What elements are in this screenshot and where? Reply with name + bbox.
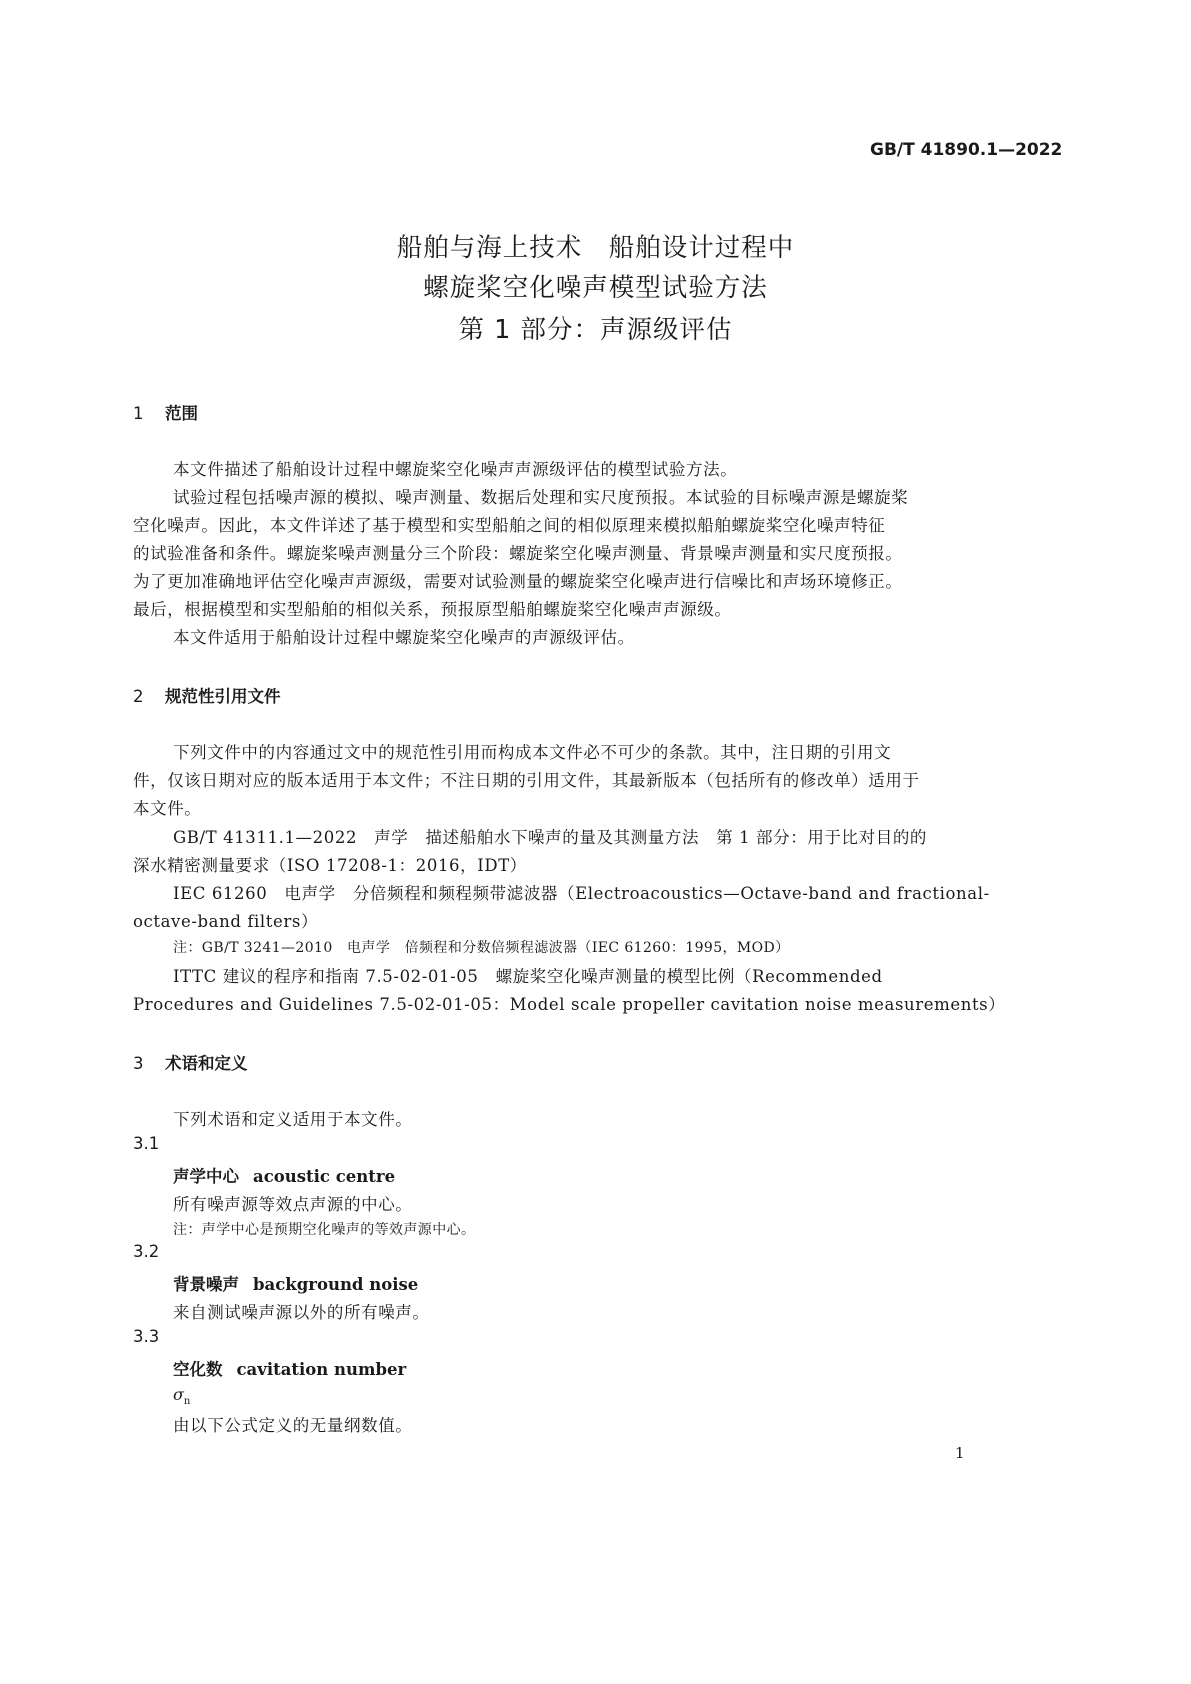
reference-line: IEC 61260 电声学 分倍频程和频程频带滤波器（Electroacoustics—Octave-band and fractional- bbox=[173, 884, 990, 903]
note: 注：GB/T 3241—2010 电声学 倍频程和分数倍频程滤波器（IEC 61260：1995，MOD） bbox=[173, 940, 790, 956]
section-1-heading bbox=[133, 400, 198, 424]
term-symbol bbox=[173, 1385, 190, 1407]
term-number: 3.1 bbox=[133, 1134, 160, 1153]
section-title: 范围 bbox=[165, 404, 198, 423]
paragraph-line: 为了更加准确地评估空化噪声声源级，需要对试验测量的螺旋桨空化噪声进行信噪比和声场环境修正。 bbox=[133, 572, 903, 591]
term-definition: 由以下公式定义的无量纲数值。 bbox=[173, 1416, 413, 1435]
paragraph-line: 下列术语和定义适用于本文件。 bbox=[173, 1110, 413, 1129]
reference-line: 深水精密测量要求（ISO 17208-1：2016，IDT） bbox=[133, 856, 527, 875]
term-en: background noise bbox=[253, 1275, 419, 1294]
section-title: 规范性引用文件 bbox=[165, 687, 281, 706]
term-zh: 声学中心 bbox=[173, 1167, 239, 1186]
term-definition: 来自测试噪声源以外的所有噪声。 bbox=[173, 1303, 430, 1322]
title-line-3: 第 1 部分：声源级评估 bbox=[458, 315, 733, 345]
section-number: 1 bbox=[133, 404, 144, 423]
section-3-heading bbox=[133, 1050, 248, 1074]
paragraph-line: 本文件描述了船舶设计过程中螺旋桨空化噪声声源级评估的模型试验方法。 bbox=[173, 460, 738, 479]
section-title: 术语和定义 bbox=[165, 1054, 248, 1073]
term-definition: 所有噪声源等效点声源的中心。 bbox=[173, 1195, 413, 1214]
section-number: 3 bbox=[133, 1054, 144, 1073]
symbol-subscript: n bbox=[183, 1396, 191, 1408]
paragraph-line: 件，仅该日期对应的版本适用于本文件；不注日期的引用文件，其最新版本（包括所有的修改单）适用于 bbox=[133, 771, 920, 790]
title-line-2: 螺旋桨空化噪声模型试验方法 bbox=[423, 273, 768, 303]
reference-line: GB/T 41311.1—2022 声学 描述船舶水下噪声的量及其测量方法 第 1 部分：用于比对目的的 bbox=[173, 828, 928, 847]
reference-line: octave-band filters） bbox=[133, 912, 319, 931]
paragraph-line: 最后，根据模型和实型船舶的相似关系，预报原型船舶螺旋桨空化噪声声源级。 bbox=[133, 600, 732, 619]
section-number: 2 bbox=[133, 687, 144, 706]
term-number: 3.3 bbox=[133, 1327, 160, 1346]
term-entry bbox=[173, 1271, 418, 1295]
symbol-sigma: σ bbox=[173, 1385, 184, 1404]
paragraph-line: 本文件。 bbox=[133, 799, 202, 818]
reference-line: Procedures and Guidelines 7.5-02-01-05：Model scale propeller cavitation noise measurements） bbox=[133, 995, 1006, 1014]
title-line-1: 船舶与海上技术 船舶设计过程中 bbox=[396, 233, 795, 263]
standard-code: GB/T 41890.1—2022 bbox=[870, 140, 1063, 160]
section-2-heading bbox=[133, 683, 281, 707]
note: 注：声学中心是预期空化噪声的等效声源中心。 bbox=[173, 1222, 476, 1238]
term-number: 3.2 bbox=[133, 1242, 160, 1261]
term-entry bbox=[173, 1163, 395, 1187]
term-en: cavitation number bbox=[236, 1360, 407, 1379]
paragraph-line: 空化噪声。因此，本文件详述了基于模型和实型船舶之间的相似原理来模拟船舶螺旋桨空化噪声特征 bbox=[133, 516, 886, 535]
term-en: acoustic centre bbox=[253, 1167, 396, 1186]
paragraph-line: 下列文件中的内容通过文中的规范性引用而构成本文件必不可少的条款。其中，注日期的引用文 bbox=[173, 743, 892, 762]
term-zh: 背景噪声 bbox=[173, 1275, 239, 1294]
page-number: 1 bbox=[955, 1444, 965, 1462]
reference-line: ITTC 建议的程序和指南 7.5-02-01-05 螺旋桨空化噪声测量的模型比例（Recommended bbox=[173, 967, 883, 986]
paragraph-line: 试验过程包括噪声源的模拟、噪声测量、数据后处理和实尺度预报。本试验的目标噪声源是螺旋桨 bbox=[173, 488, 909, 507]
term-entry bbox=[173, 1356, 406, 1380]
term-zh: 空化数 bbox=[173, 1360, 223, 1379]
paragraph-line: 本文件适用于船舶设计过程中螺旋桨空化噪声的声源级评估。 bbox=[173, 628, 635, 647]
paragraph-line: 的试验准备和条件。螺旋桨噪声测量分三个阶段：螺旋桨空化噪声测量、背景噪声测量和实尺度预报。 bbox=[133, 544, 903, 563]
